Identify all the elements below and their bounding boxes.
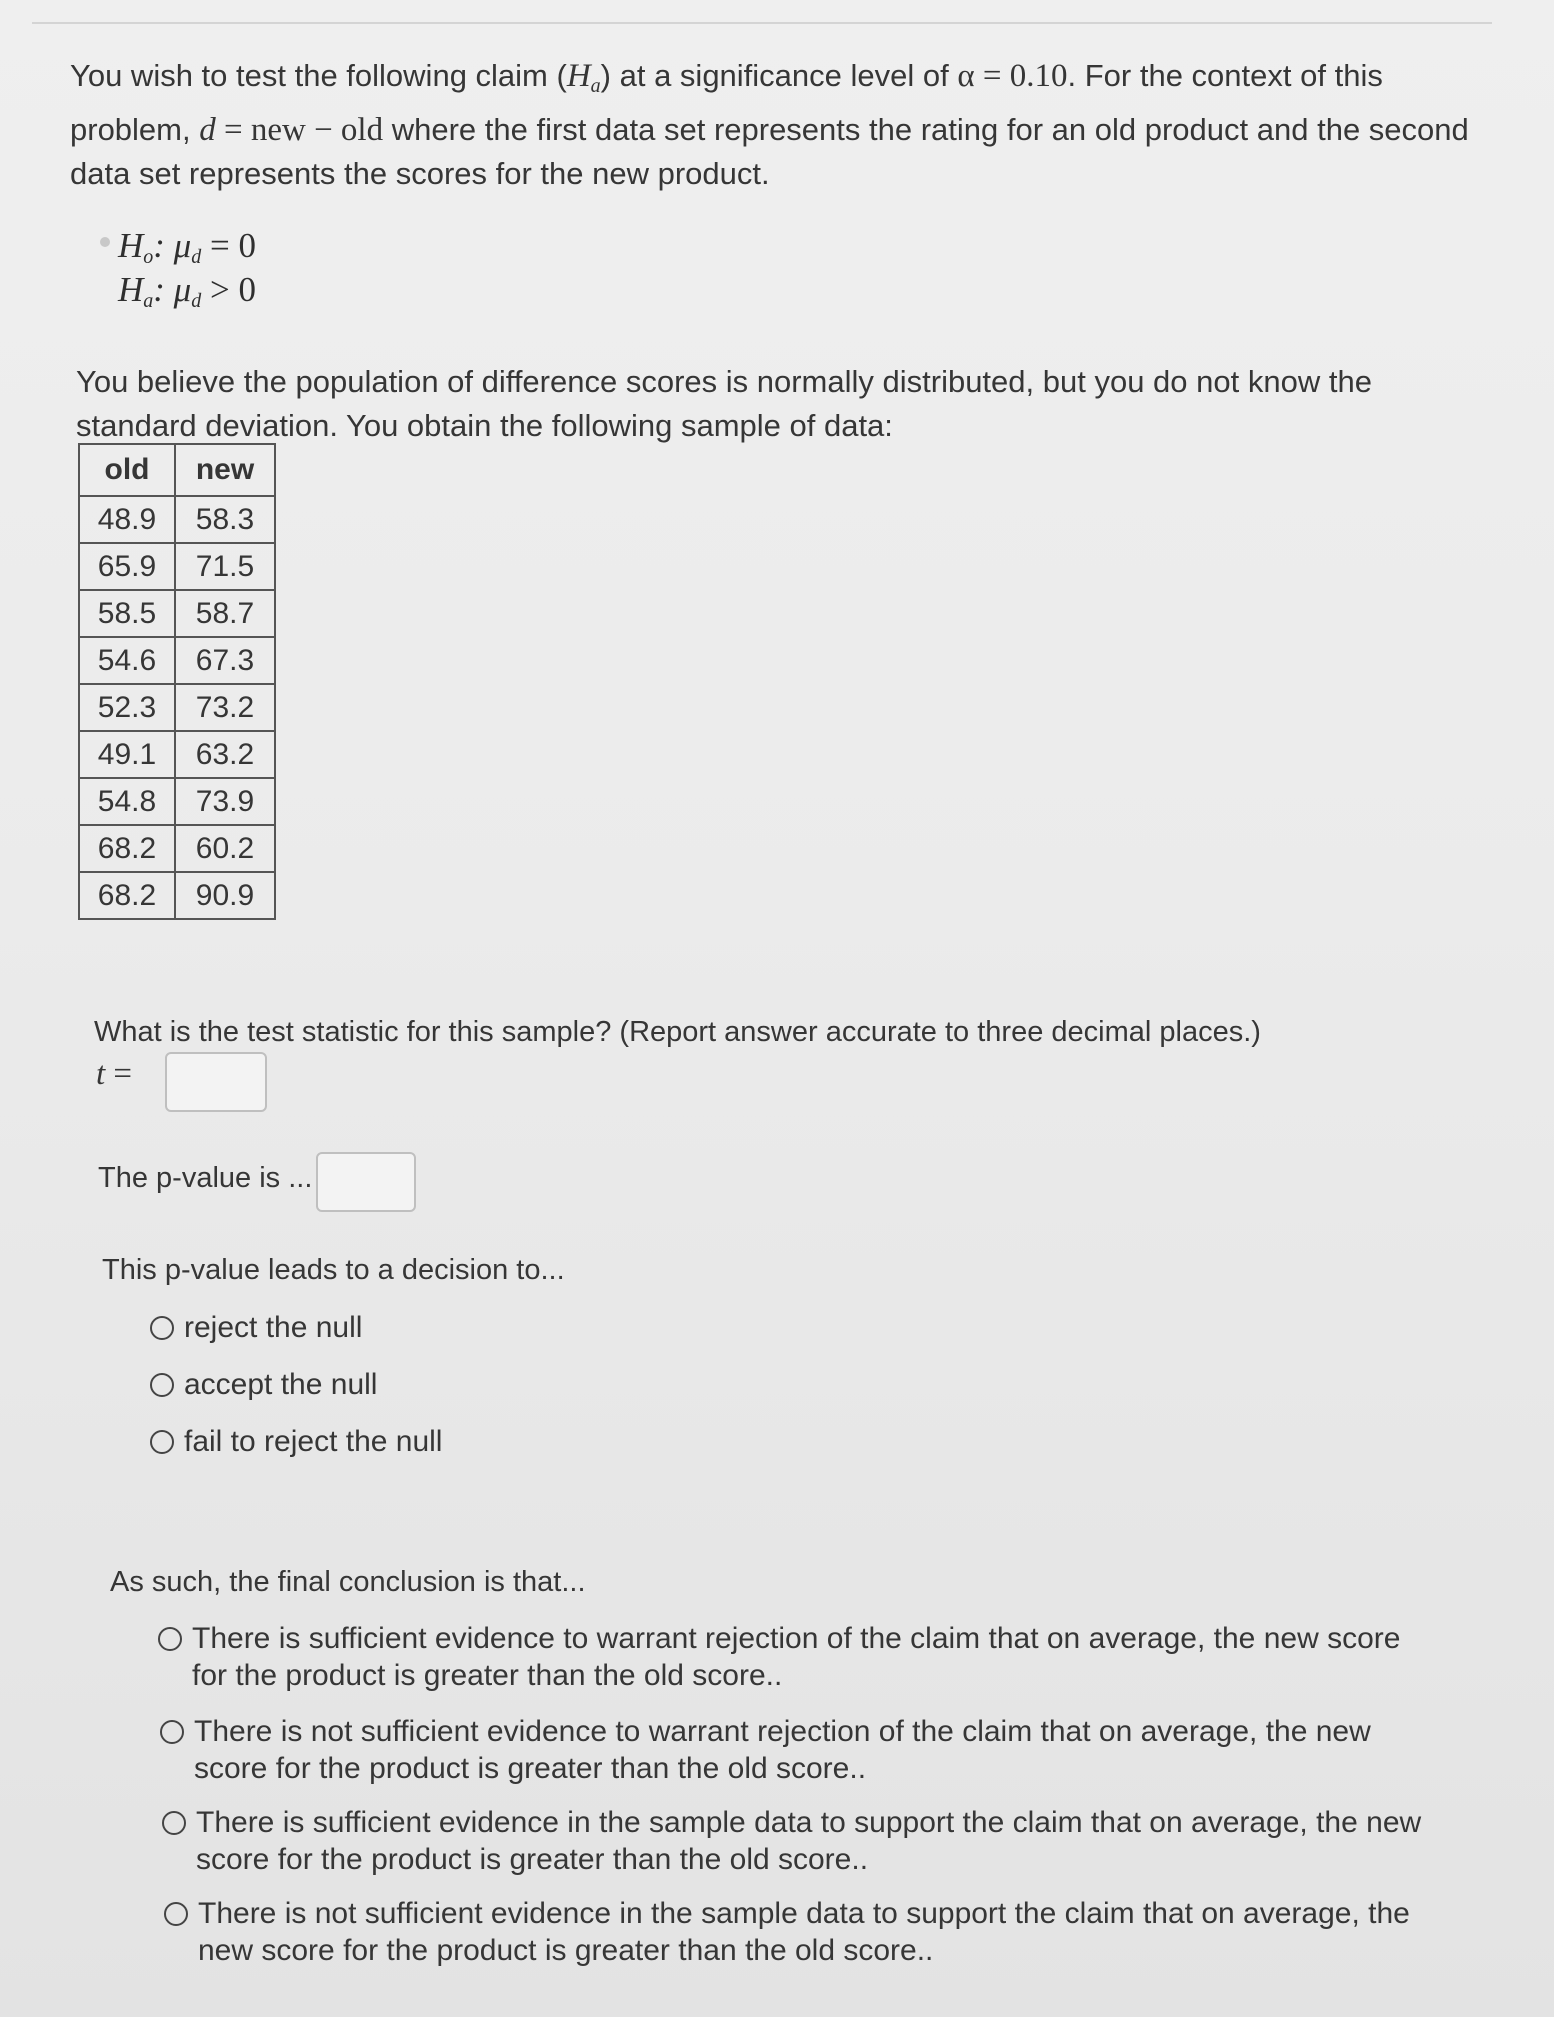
- header-new: new: [175, 444, 275, 496]
- conclusion-line: There is not sufficient evidence in the sample data to support the claim that on average, the: [198, 1897, 1410, 1930]
- cell-new: 58.3: [175, 496, 275, 543]
- null-hypothesis: [118, 226, 256, 269]
- problem-intro: [70, 54, 1490, 196]
- decision-question: [102, 1248, 565, 1292]
- bullet-dot: [100, 237, 110, 247]
- conclusion-option-label: [198, 1895, 1410, 1969]
- table-row: [79, 496, 275, 543]
- conclusion-option-3[interactable]: [162, 1804, 1421, 1878]
- conclusion-line: new score for the product is greater than the old score..: [198, 1934, 934, 1967]
- conclusion-question: [110, 1560, 586, 1604]
- null-relation: = 0: [201, 226, 257, 265]
- cell-new: 63.2: [175, 731, 275, 778]
- table-row: [79, 731, 275, 778]
- sample-intro-text: You believe the population of difference scores is normally distributed, but you do not know the standard deviation. You obtain the following sample of data:: [76, 364, 1372, 443]
- table-row: [79, 825, 275, 872]
- header-old: old: [79, 444, 175, 496]
- intro-text-2: ) at a significance level of: [600, 58, 958, 93]
- radio-icon[interactable]: [162, 1811, 186, 1835]
- decision-option-label: reject the null: [184, 1311, 363, 1344]
- alpha-value: α = 0.10: [957, 58, 1068, 94]
- decision-option-accept[interactable]: [150, 1366, 377, 1403]
- p-value-question-text: The p-value is ...: [98, 1162, 313, 1194]
- decision-option-label: fail to reject the null: [184, 1425, 443, 1458]
- p-value-question: [98, 1156, 312, 1200]
- conclusion-line: for the product is greater than the old score..: [192, 1659, 783, 1692]
- cell-new: 67.3: [175, 637, 275, 684]
- cell-old: 52.3: [79, 684, 175, 731]
- alt-mu-sub: d: [191, 290, 202, 312]
- cell-old: 49.1: [79, 731, 175, 778]
- table-header-row: [79, 444, 275, 496]
- cell-old: 65.9: [79, 543, 175, 590]
- table-row: [79, 543, 275, 590]
- radio-icon[interactable]: [164, 1902, 188, 1926]
- cell-new: 58.7: [175, 590, 275, 637]
- t-equals: =: [105, 1056, 133, 1092]
- table-row: [79, 778, 275, 825]
- claim-symbol: [566, 58, 601, 97]
- intro-text-3: . For the context of this problem,: [70, 58, 1383, 147]
- table-row: [79, 637, 275, 684]
- conclusion-line: There is not sufficient evidence to warrant rejection of the claim that on average, the new: [194, 1715, 1371, 1748]
- radio-icon[interactable]: [150, 1430, 174, 1454]
- top-divider: [32, 22, 1492, 24]
- conclusion-option-label: [192, 1620, 1400, 1694]
- cell-old: 48.9: [79, 496, 175, 543]
- p-value-input[interactable]: [316, 1152, 416, 1212]
- null-mu: : μ: [153, 226, 192, 265]
- cell-new: 73.2: [175, 684, 275, 731]
- t-answer-input[interactable]: [165, 1052, 267, 1112]
- claim-sub: a: [590, 75, 601, 97]
- test-stat-question-text: What is the test statistic for this sample? (Report answer accurate to three decimal places.): [94, 1016, 1261, 1048]
- data-table: [78, 443, 276, 920]
- cell-new: 71.5: [175, 543, 275, 590]
- claim-h: H: [566, 58, 591, 94]
- cell-old: 58.5: [79, 590, 175, 637]
- intro-text-1: You wish to test the following claim (: [70, 58, 567, 93]
- cell-old: 68.2: [79, 825, 175, 872]
- conclusion-line: score for the product is greater than the old score..: [196, 1843, 869, 1876]
- decision-option-reject[interactable]: [150, 1309, 362, 1346]
- intro-text-4: where the first data set represents the rating for an old product and the second data set represents the scores for the new product.: [70, 112, 1469, 191]
- cell-old: 54.8: [79, 778, 175, 825]
- conclusion-line: There is sufficient evidence in the sample data to support the claim that on average, the new: [196, 1806, 1422, 1839]
- cell-new: 60.2: [175, 825, 275, 872]
- alt-hypothesis: [118, 270, 256, 313]
- test-stat-question: [94, 1010, 1261, 1054]
- conclusion-option-label: [194, 1713, 1371, 1787]
- null-mu-sub: d: [191, 246, 202, 268]
- alt-h-sub: a: [143, 290, 154, 312]
- null-h-sub: o: [143, 246, 154, 268]
- conclusion-option-2[interactable]: [160, 1713, 1371, 1787]
- conclusion-question-text: As such, the final conclusion is that...: [110, 1566, 586, 1598]
- conclusion-line: There is sufficient evidence to warrant rejection of the claim that on average, the new score: [192, 1622, 1401, 1655]
- sample-intro: [76, 360, 1456, 448]
- cell-old: 68.2: [79, 872, 175, 919]
- conclusion-option-1[interactable]: [158, 1620, 1400, 1694]
- decision-option-label: accept the null: [184, 1368, 378, 1401]
- d-definition: = new − old: [215, 112, 384, 148]
- decision-option-fail-to-reject[interactable]: [150, 1423, 442, 1460]
- t-label: [96, 1052, 132, 1096]
- conclusion-option-label: [196, 1804, 1421, 1878]
- radio-icon[interactable]: [150, 1373, 174, 1397]
- table-row: [79, 872, 275, 919]
- cell-new: 73.9: [175, 778, 275, 825]
- radio-icon[interactable]: [160, 1720, 184, 1744]
- decision-question-text: This p-value leads to a decision to...: [102, 1254, 565, 1286]
- alt-h: H: [118, 270, 144, 309]
- d-variable: d: [199, 112, 216, 148]
- table-row: [79, 684, 275, 731]
- conclusion-option-4[interactable]: [164, 1895, 1410, 1969]
- t-variable: t: [96, 1056, 106, 1092]
- conclusion-line: score for the product is greater than the old score..: [194, 1752, 867, 1785]
- table-row: [79, 590, 275, 637]
- alt-mu: : μ: [153, 270, 192, 309]
- cell-new: 90.9: [175, 872, 275, 919]
- radio-icon[interactable]: [158, 1627, 182, 1651]
- radio-icon[interactable]: [150, 1316, 174, 1340]
- alt-relation: > 0: [201, 270, 257, 309]
- cell-old: 54.6: [79, 637, 175, 684]
- null-h: H: [118, 226, 144, 265]
